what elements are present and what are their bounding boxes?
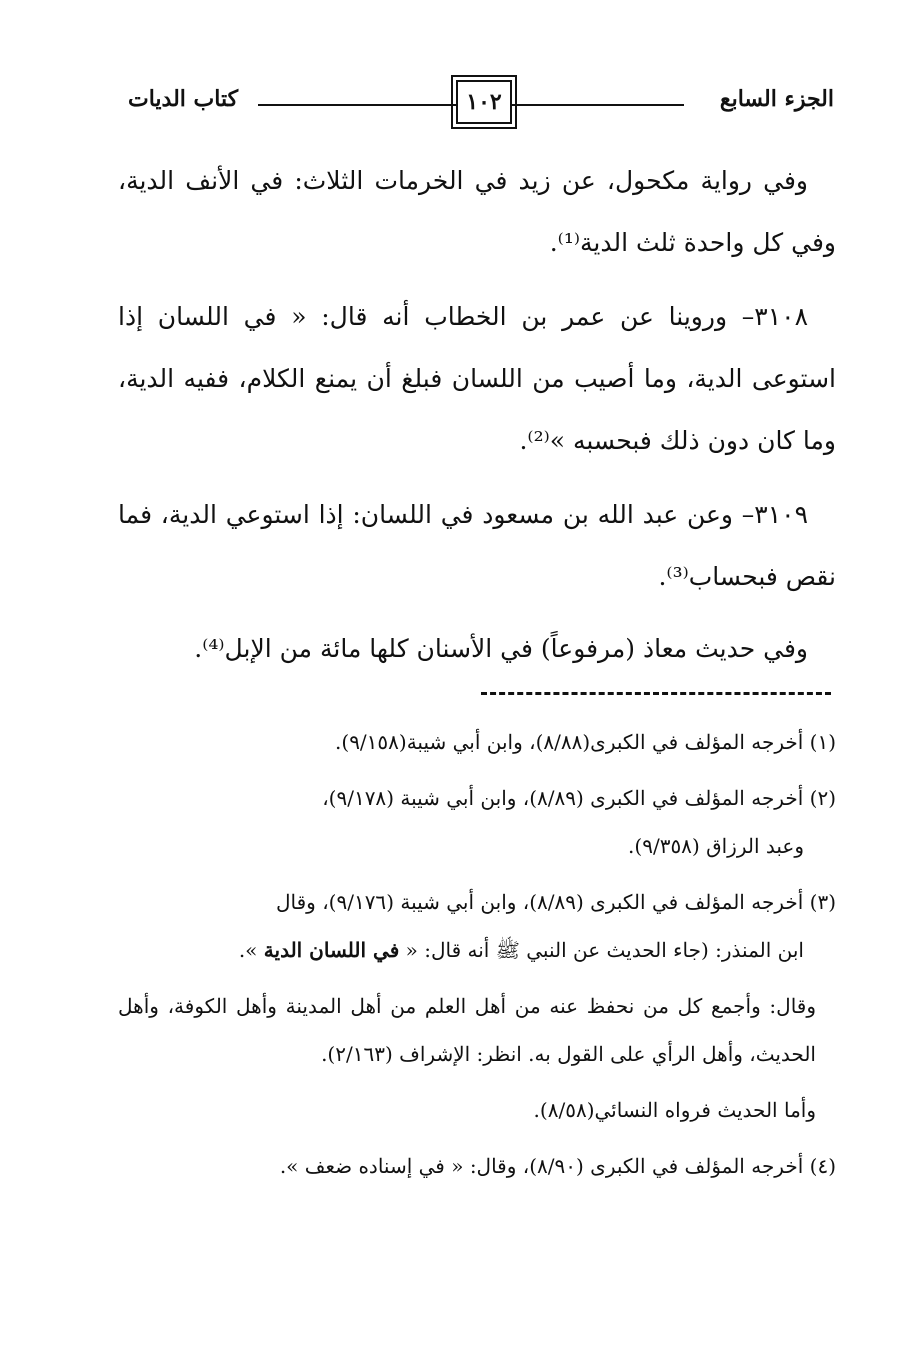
volume-title: الجزء السابع	[716, 86, 834, 112]
footnote-separator	[481, 692, 831, 695]
footnotes	[118, 718, 836, 1198]
footnote-2-line-2: وعبد الرزاق (٩/٣٥٨).	[628, 834, 804, 858]
footnote-3-consensus: وقال: وأجمع كل من نحفظ عنه من أهل العلم من أهل المدينة وأهل الكوفة، وأهل الحديث، وأهل الرأي على القول به. انظر: الإشراف (٢/١٦٣).	[118, 994, 817, 1066]
footnote-4: (٤) أخرجه المؤلف في الكبرى (٨/٩٠)، وقال: « في إسناده ضعف ».	[279, 1154, 836, 1178]
page-header	[128, 80, 834, 126]
main-text	[118, 150, 836, 690]
footnote-3-nasai: وأما الحديث فرواه النسائي(٨/٥٨).	[533, 1098, 816, 1122]
footnote-3	[118, 878, 836, 974]
footnote-3-quote-intro: ابن المنذر: (جاء الحديث عن النبي ﷺ أنه قال: «	[399, 938, 804, 962]
footnote-1: (١) أخرجه المؤلف في الكبرى(٨/٨٨)، وابن أبي شيبة(٩/١٥٨).	[335, 730, 836, 754]
chapter-title: كتاب الديات	[128, 86, 242, 112]
footnote-2	[118, 774, 836, 870]
paragraph-3109: ٣١٠٩– وعن عبد الله بن مسعود في اللسان: إذا استوعي الدية، فما نقص فبحساب⁽³⁾.	[118, 500, 836, 591]
footnote-3-line-1: (٣) أخرجه المؤلف في الكبرى (٨/٨٩)، وابن أبي شيبة (٩/١٧٦)، وقال	[276, 890, 836, 914]
page-number: ١٠٢	[456, 80, 512, 124]
paragraph-3108: ٣١٠٨– وروينا عن عمر بن الخطاب أنه قال: « في اللسان إذا استوعى الدية، وما أصيب من اللسان فبلغ أن يمنع الكلام، ففيه الدية، وما كان دون ذلك فبحسبه »⁽²⁾.	[118, 302, 836, 455]
footnote-2-line-1: (٢) أخرجه المؤلف في الكبرى (٨/٨٩)، وابن أبي شيبة (٩/١٧٨)،	[322, 786, 836, 810]
footnote-3-quote-end: ».	[238, 938, 264, 962]
paragraph-makhul: وفي رواية مكحول، عن زيد في الخرمات الثلاث: في الأنف الدية، وفي كل واحدة ثلث الدية⁽¹⁾.	[118, 166, 836, 257]
paragraph-muadh: وفي حديث معاذ (مرفوعاً) في الأسنان كلها مائة من الإبل⁽⁴⁾.	[194, 634, 808, 663]
footnote-3-quote-bold: في اللسان الدية	[263, 938, 400, 962]
footnote-3-line-2	[118, 926, 836, 974]
